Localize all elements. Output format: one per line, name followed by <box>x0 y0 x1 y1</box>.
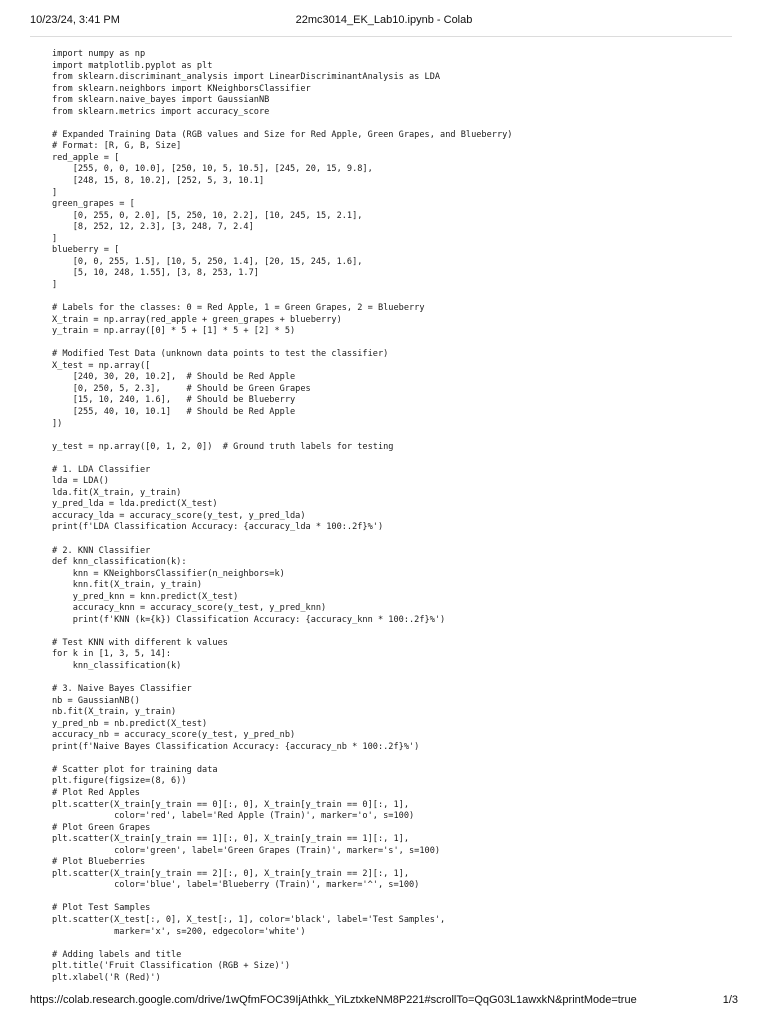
code-line: [0, 0, 255, 1.5], [10, 5, 250, 1.4], [20, 15, 245, 1.6], <box>52 256 363 267</box>
code-line: color='red', label='Red Apple (Train)', marker='o', s=100) <box>52 811 415 822</box>
code-line: [255, 40, 10, 10.1] # Should be Red Apple <box>52 406 296 417</box>
code-line: # 2. KNN Classifier <box>52 545 151 556</box>
code-line <box>52 118 742 130</box>
code-line: y_train = np.array([0] * 5 + [1] * 5 + [2] * 5) <box>52 326 296 337</box>
code-line: X_train = np.array(red_apple + green_grapes + blueberry) <box>52 314 342 325</box>
code-line: [240, 30, 20, 10.2], # Should be Red Apple <box>52 372 296 383</box>
code-line: # Adding labels and title <box>52 949 182 960</box>
code-line: from sklearn.metrics import accuracy_score <box>52 106 270 117</box>
code-line <box>52 938 742 950</box>
code-line: # Plot Blueberries <box>52 857 146 868</box>
code-line: from sklearn.discriminant_analysis import LinearDiscriminantAnalysis as LDA <box>52 72 441 83</box>
print-footer <box>30 994 738 1010</box>
code-line: [0, 250, 5, 2.3], # Should be Green Grapes <box>52 383 311 394</box>
code-line: accuracy_lda = accuracy_score(y_test, y_pred_lda) <box>52 510 306 521</box>
code-line: # Test KNN with different k values <box>52 637 228 648</box>
code-line: # 3. Naive Bayes Classifier <box>52 684 192 695</box>
code-line: ] <box>52 279 58 290</box>
code-line: # 1. LDA Classifier <box>52 464 151 475</box>
code-line: plt.figure(figsize=(8, 6)) <box>52 776 187 787</box>
code-line: print(f'LDA Classification Accuracy: {accuracy_lda * 100:.2f}%') <box>52 522 384 533</box>
code-line: print(f'Naive Bayes Classification Accuracy: {accuracy_nb * 100:.2f}%') <box>52 741 420 752</box>
code-line <box>52 534 742 546</box>
code-line: # Plot Test Samples <box>52 903 151 914</box>
code-line: plt.title('Fruit Classification (RGB + Size)') <box>52 961 290 972</box>
code-line <box>52 626 742 638</box>
code-line: lda = LDA() <box>52 476 109 487</box>
code-line: ] <box>52 187 58 198</box>
code-line <box>52 453 742 465</box>
code-line: marker='x', s=200, edgecolor='white') <box>52 926 306 937</box>
print-datetime: 10/23/24, 3:41 PM <box>30 14 120 26</box>
code-line: [15, 10, 240, 1.6], # Should be Blueberry <box>52 395 296 406</box>
code-line: plt.scatter(X_train[y_train == 0][:, 0], X_train[y_train == 0][:, 1], <box>52 799 409 810</box>
code-line: lda.fit(X_train, y_train) <box>52 487 182 498</box>
code-line: knn = KNeighborsClassifier(n_neighbors=k) <box>52 568 285 579</box>
code-line: y_pred_knn = knn.predict(X_test) <box>52 591 239 602</box>
code-line: color='green', label='Green Grapes (Train)', marker='s', s=100) <box>52 845 441 856</box>
code-line: # Plot Green Grapes <box>52 822 151 833</box>
code-line: y_pred_lda = lda.predict(X_test) <box>52 499 218 510</box>
code-line: from sklearn.neighbors import KNeighborsClassifier <box>52 83 311 94</box>
page-number: 1/3 <box>722 994 738 1006</box>
code-line: # Labels for the classes: 0 = Red Apple, 1 = Green Grapes, 2 = Blueberry <box>52 303 425 314</box>
code-line <box>52 338 742 350</box>
code-line: X_test = np.array([ <box>52 360 151 371</box>
code-line: y_pred_nb = nb.predict(X_test) <box>52 718 208 729</box>
code-line: # Plot Red Apples <box>52 788 140 798</box>
code-line <box>52 673 742 685</box>
code-line: ] <box>52 233 58 244</box>
code-line: [8, 252, 12, 2.3], [3, 248, 7, 2.4] <box>52 222 254 233</box>
code-line: [248, 15, 8, 10.2], [252, 5, 3, 10.1] <box>52 176 265 187</box>
code-line: knn_classification(k) <box>52 660 182 671</box>
page-url: https://colab.research.google.com/drive/1wQfmFOC39IjAthkk_YiLztxkeNM8P221#scrollTo=QqG03L1awxkN&printMode=true <box>30 994 637 1006</box>
code-line: from sklearn.naive_bayes import GaussianNB <box>52 95 270 106</box>
code-line: nb = GaussianNB() <box>52 695 140 706</box>
code-line: accuracy_knn = accuracy_score(y_test, y_pred_knn) <box>52 603 327 614</box>
code-line: knn.fit(X_train, y_train) <box>52 580 203 591</box>
code-line: green_grapes = [ <box>52 199 135 210</box>
code-line: y_test = np.array([0, 1, 2, 0]) # Ground truth labels for testing <box>52 441 394 452</box>
code-line: accuracy_nb = accuracy_score(y_test, y_pred_nb) <box>52 730 296 741</box>
code-line: for k in [1, 3, 5, 14]: <box>52 649 171 660</box>
code-line: print(f'KNN (k={k}) Classification Accuracy: {accuracy_knn * 100:.2f}%') <box>52 614 446 625</box>
code-line: blueberry = [ <box>52 245 120 256</box>
code-line: plt.scatter(X_test[:, 0], X_test[:, 1], color='black', label='Test Samples', <box>52 915 446 926</box>
code-cell-top-border <box>30 36 732 37</box>
code-line: # Expanded Training Data (RGB values and Size for Red Apple, Green Grapes, and Blueberry) <box>52 129 513 140</box>
print-header <box>30 14 738 30</box>
code-line <box>52 291 742 303</box>
code-line: import matplotlib.pyplot as plt <box>52 60 213 71</box>
notebook-title: 22mc3014_EK_Lab10.ipynb - Colab <box>295 14 473 26</box>
code-line: import numpy as np <box>52 49 146 59</box>
code-line: [5, 10, 248, 1.55], [3, 8, 253, 1.7] <box>52 268 259 279</box>
code-line: def knn_classification(k): <box>52 557 187 568</box>
code-line: plt.xlabel('R (Red)') <box>52 972 161 983</box>
code-line: nb.fit(X_train, y_train) <box>52 707 177 718</box>
code-line: plt.scatter(X_train[y_train == 1][:, 0], X_train[y_train == 1][:, 1], <box>52 834 409 845</box>
code-line <box>52 430 742 442</box>
code-line: [0, 255, 0, 2.0], [5, 250, 10, 2.2], [10, 245, 15, 2.1], <box>52 210 363 221</box>
code-line: red_apple = [ <box>52 152 120 163</box>
code-line: color='blue', label='Blueberry (Train)', marker='^', s=100) <box>52 880 420 891</box>
code-line: ]) <box>52 418 63 429</box>
code-line: [255, 0, 0, 10.0], [250, 10, 5, 10.5], [245, 20, 15, 9.8], <box>52 164 373 175</box>
code-cell <box>52 49 742 999</box>
code-line: # Modified Test Data (unknown data points to test the classifier) <box>52 349 389 360</box>
code-line <box>52 753 742 765</box>
code-line <box>52 892 742 904</box>
code-line: # Scatter plot for training data <box>52 764 218 775</box>
code-line: plt.scatter(X_train[y_train == 2][:, 0], X_train[y_train == 2][:, 1], <box>52 868 409 879</box>
code-line: # Format: [R, G, B, Size] <box>52 141 182 152</box>
